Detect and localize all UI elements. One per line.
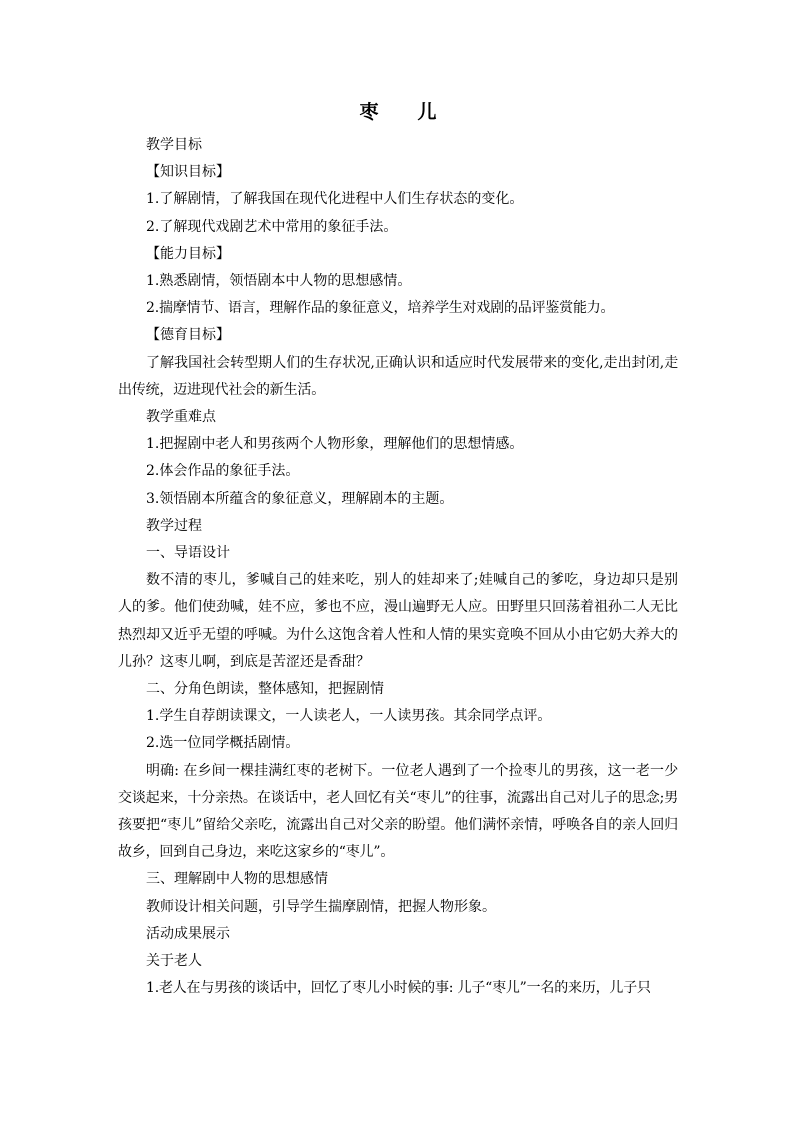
step-1-heading: 一、导语设计 xyxy=(146,545,230,562)
knowledge-item-1: 1.了解剧情，了解我国在现代化进程中人们生存状态的变化。 xyxy=(146,191,524,208)
document-title: 枣 儿 xyxy=(359,101,447,123)
document-page xyxy=(118,98,678,1003)
subheading-knowledge: 【知识目标】 xyxy=(146,164,230,181)
old-man-item-1: 1.老人在与男孩的谈话中，回忆了枣儿小时候的事: 儿子“枣儿”一名的来历，儿子只 xyxy=(146,980,651,997)
ability-item-1: 1.熟悉剧情，领悟剧本中人物的思想感情。 xyxy=(146,273,412,290)
section-heading-objectives: 教学目标 xyxy=(146,137,202,153)
step-3-description: 教师设计相关问题，引导学生揣摩剧情，把握人物形象。 xyxy=(146,898,496,915)
plot-summary-paragraph: 明确: 在乡间一棵挂满红枣的老树下。一位老人遇到了一个捡枣儿的男孩，这一老一少交谈起来，十分亲热。在谈话中，老人回忆有关“枣儿”的往事，流露出自己对儿子的思念;男孩要把“枣儿”留给父亲吃，流露出自己对父亲的盼望。他们满怀亲情，呼唤各自的亲人回归故乡，回到自己身边，来吃这家乡的“枣儿”。 xyxy=(118,762,678,861)
key-point-1: 1.把握剧中老人和男孩两个人物形象，理解他们的思想情感。 xyxy=(146,436,524,453)
ability-item-2: 2.揣摩情节、语言，理解作品的象征意义，培养学生对戏剧的品评鉴赏能力。 xyxy=(146,300,615,317)
intro-paragraph: 数不清的枣儿，爹喊自己的娃来吃，别人的娃却来了;娃喊自己的爹吃，身边却只是别人的爹。他们使劲喊，娃不应，爹也不应，漫山遍野无人应。田野里只回荡着祖孙二人无比热烈却又近乎无望的呼喊。为什么这饱含着人性和人情的果实竟唤不回从小由它奶大养大的儿孙？这枣儿啊，到底是苦涩还是香甜？ xyxy=(118,572,678,670)
subheading-ability: 【能力目标】 xyxy=(146,245,230,262)
step-3-heading: 三、理解剧中人物的思想感情 xyxy=(146,871,328,888)
activity-results-heading: 活动成果展示 xyxy=(146,925,230,942)
step-2-item-1: 1.学生自荐朗读课文，一人读老人，一人读男孩。其余同学点评。 xyxy=(146,708,552,725)
section-heading-key-points: 教学重难点 xyxy=(146,409,216,426)
subheading-moral: 【德育目标】 xyxy=(146,327,230,344)
step-2-heading: 二、分角色朗读，整体感知，把握剧情 xyxy=(146,681,384,698)
about-old-man-heading: 关于老人 xyxy=(146,953,202,970)
section-heading-process: 教学过程 xyxy=(146,517,202,534)
key-point-2: 2.体会作品的象征手法。 xyxy=(146,463,300,480)
knowledge-item-2: 2.了解现代戏剧艺术中常用的象征手法。 xyxy=(146,218,398,235)
moral-paragraph: 了解我国社会转型期人们的生存状况,正确认识和适应时代发展带来的变化,走出封闭,走出传统，迈进现代社会的新生活。 xyxy=(118,354,678,398)
key-point-3: 3.领悟剧本所蕴含的象征意义，理解剧本的主题。 xyxy=(146,490,454,507)
step-2-item-2: 2.选一位同学概括剧情。 xyxy=(146,735,300,752)
